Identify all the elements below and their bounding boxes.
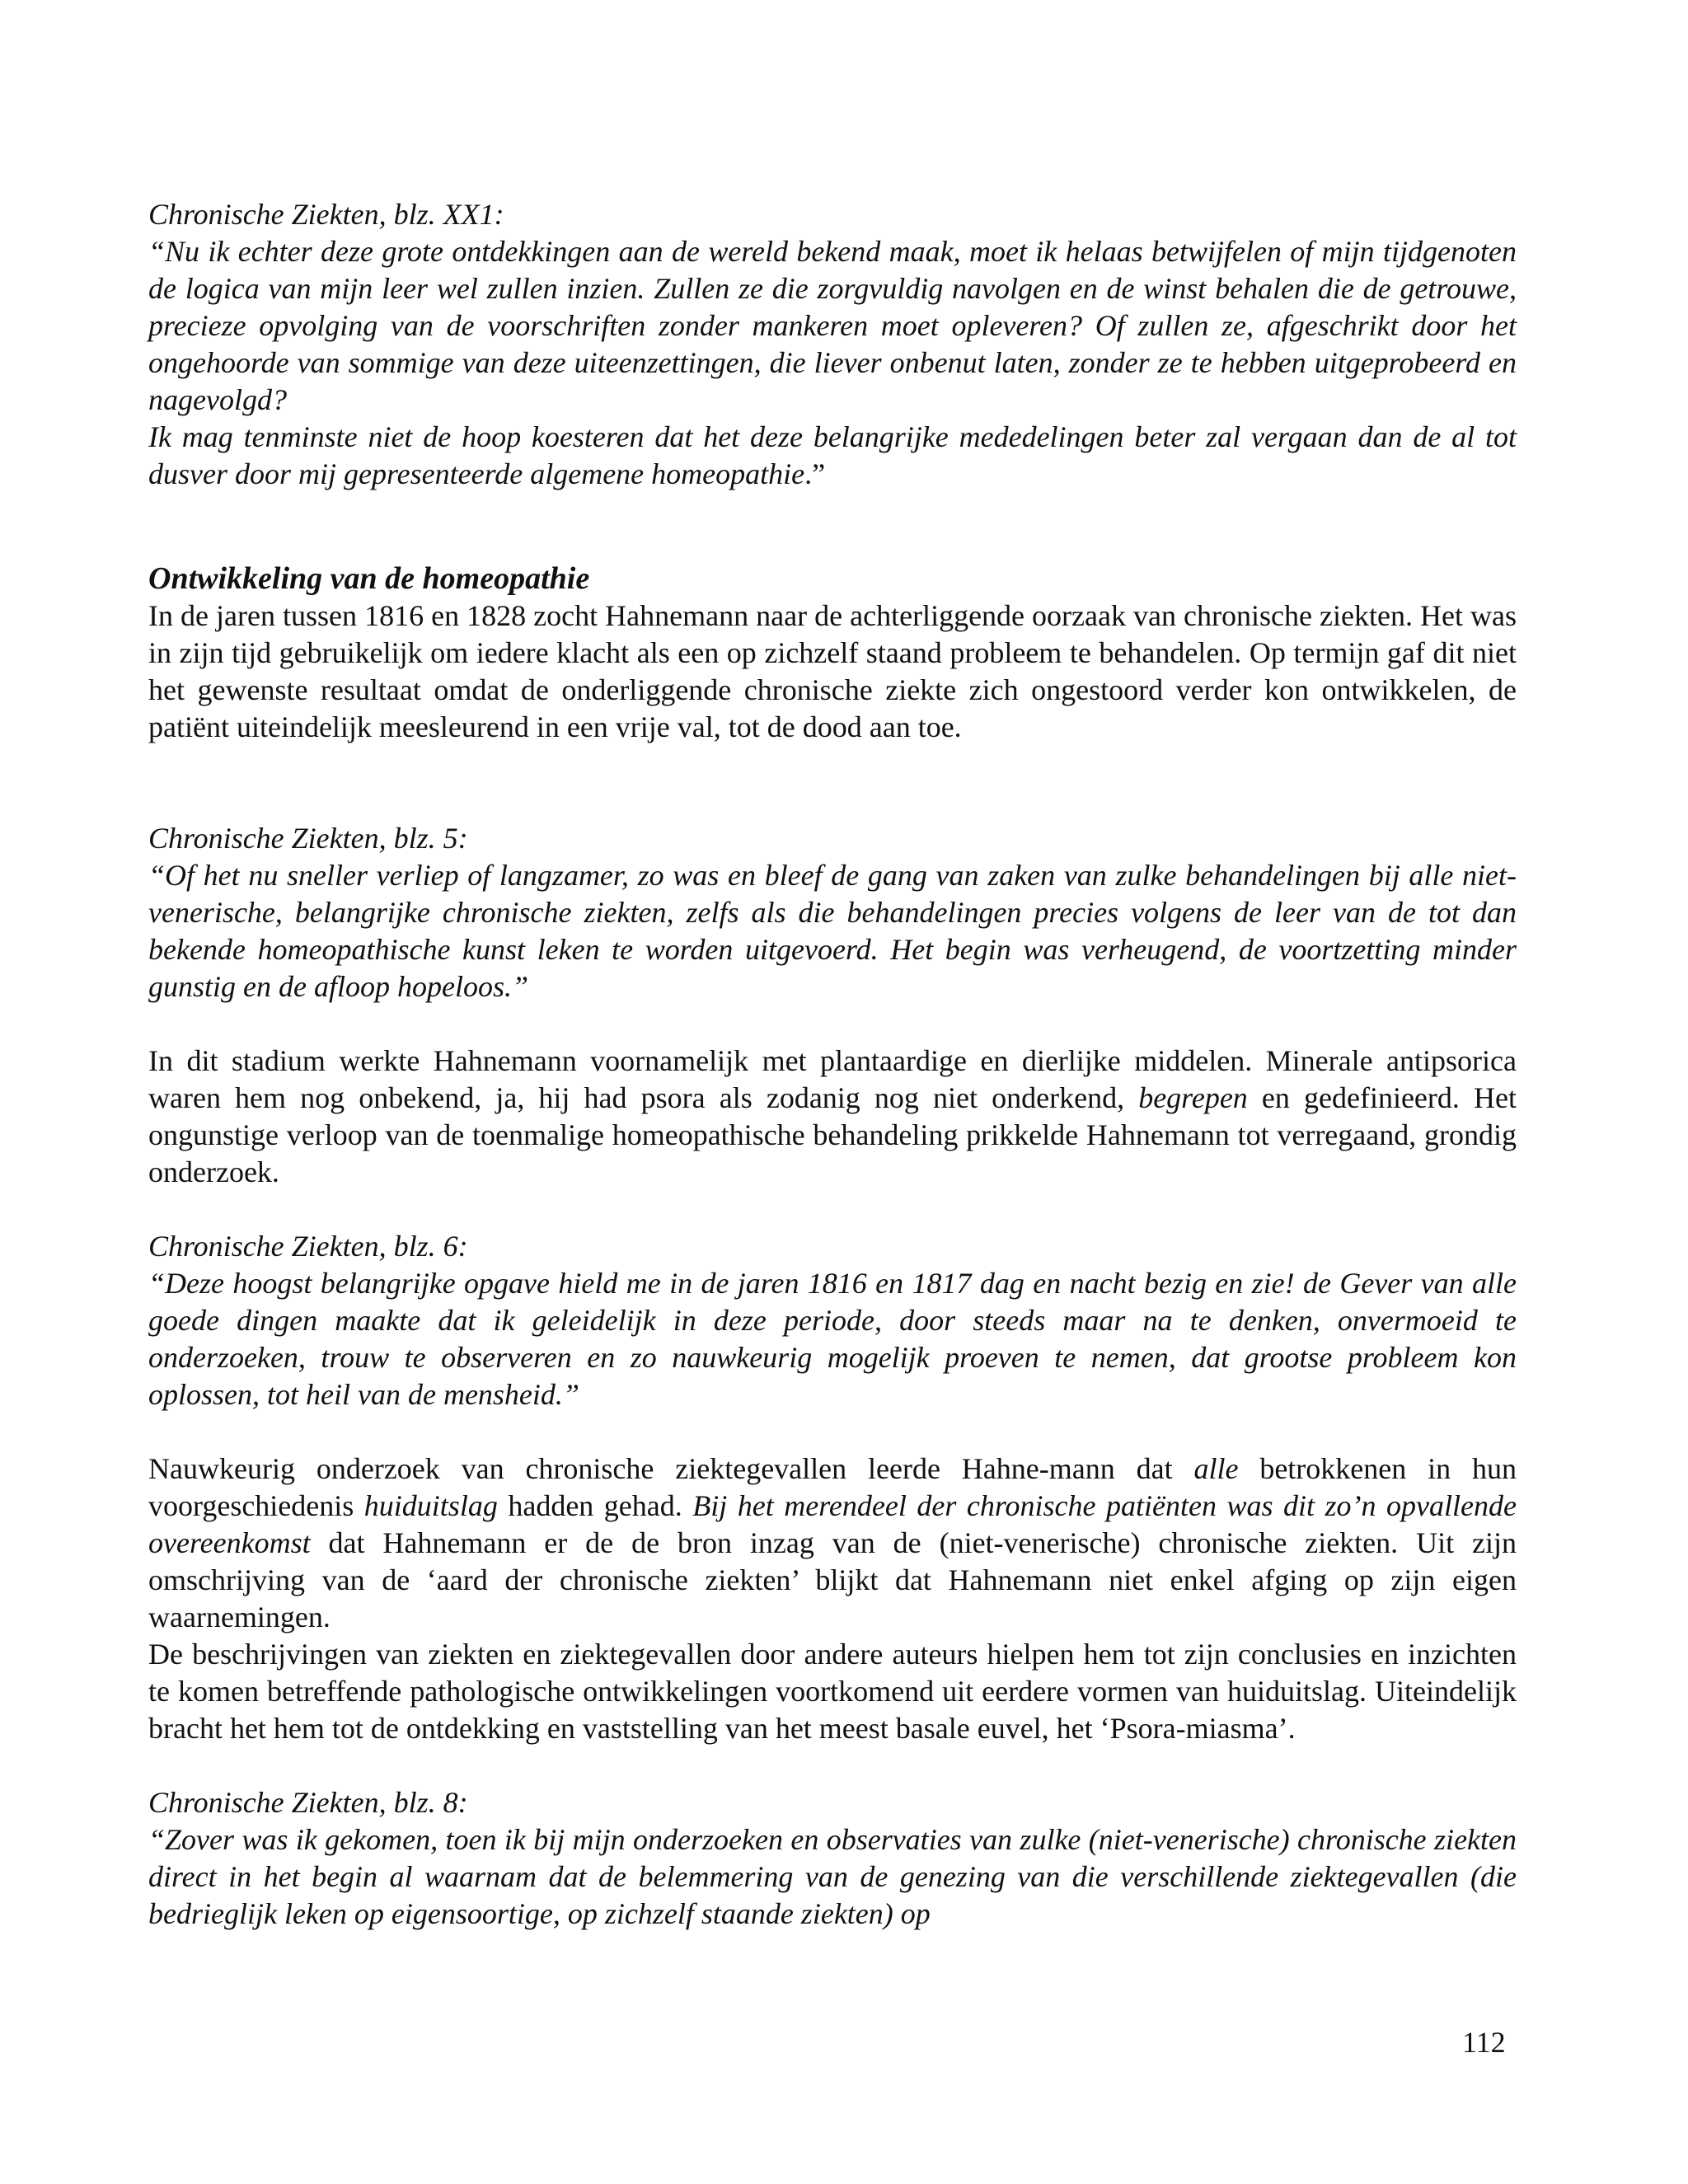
section-ontwikkeling [148, 560, 1517, 746]
text-run: In dit stadium werkte Hahnemann voornamelijk met plantaardige en dierlijke middelen. Minerale antipsorica waren hem nog onbekend, ja, hij had psora als zodanig nog niet onderkend, [148, 1044, 1517, 1114]
quote-text-continued [148, 419, 1517, 493]
emphasis-text: begrepen [1138, 1081, 1248, 1114]
quote-closing: .” [804, 457, 826, 490]
text-run: Nauwkeurig onderzoek van chronische ziektegevallen leerde Hahne-mann dat [148, 1452, 1194, 1485]
quote-text: “Deze hoogst belangrijke opgave hield me in de jaren 1816 en 1817 dag en nacht bezig en zie! de Gever van alle goede dingen maakte dat ik geleidelijk in deze periode, door steeds maar na te denken, onvermoeid te onderzoeken, trouw te observeren en zo nauwkeurig mogelijk proeven te nemen, dat grootse probleem kon oplossen, tot heil van de mensheid.” [148, 1267, 1517, 1411]
quote-block-8 [148, 1784, 1517, 1933]
source-citation: Chronische Ziekten, blz. 8: [148, 1786, 468, 1819]
text-run: en gedefinieerd. Het ongunstige verloop van de toenmalige homeopathische behandeling prikkelde Hahnemann tot verregaand, grondig onderzoek. [148, 1081, 1517, 1188]
source-citation: Chronische Ziekten, blz. 6: [148, 1230, 468, 1263]
source-citation: Chronische Ziekten, blz. 5: [148, 822, 468, 855]
text-run: hadden gehad. [497, 1489, 693, 1522]
body-paragraph [148, 1043, 1517, 1191]
emphasis-text: Bij het merendeel der chronische patiënten was dit zo’n opvallende overeenkomst [148, 1489, 1517, 1559]
quote-text: “Nu ik echter deze grote ontdekkingen aan de wereld bekend maak, moet ik helaas betwijfelen of mijn tijdgenoten de logica van mijn leer wel zullen inzien. Zullen ze die zorgvuldig navolgen en de winst behalen die de getrouwe, precieze opvolging van de voorschriften zonder mankeren moet opleveren? Of zullen ze, afgeschrikt door het ongehoorde van sommige van deze uiteenzettingen, die liever onbenut laten, zonder ze te hebben uitgeprobeerd en nagevolgd? [148, 235, 1517, 416]
quote-block-5 [148, 820, 1517, 1005]
text-run: betrokkenen in hun voorgeschiedenis [148, 1452, 1517, 1522]
section-heading: Ontwikkeling van de homeopathie [148, 561, 590, 596]
emphasis-text: huiduitslag [363, 1489, 498, 1522]
source-citation: Chronische Ziekten, blz. XX1: [148, 198, 504, 231]
quote-block-6 [148, 1228, 1517, 1413]
page-number: 112 [1462, 2026, 1506, 2059]
body-paragraph: In de jaren tussen 1816 en 1828 zocht Hahnemann naar de achterliggende oorzaak van chronische ziekten. Het was in zijn tijd gebruikelijk om iedere klacht als een op zichzelf staand probleem te behandelen. Op termijn gaf dit niet het gewenste resultaat omdat de onderliggende chronische ziekte zich ongestoord verder kon ontwikkelen, de patiënt uiteindelijk meesleurend in een vrije val, tot de dood aan toe. [148, 599, 1517, 743]
text-run: dat Hahnemann er de de bron inzag van de (niet-venerische) chronische ziekten. Uit zijn omschrijving van de ‘aard der chronische ziekten’ blijkt dat Hahnemann niet enkel afging op zijn eigen waarnemingen. [148, 1526, 1517, 1633]
body-paragraph: De beschrijvingen van ziekten en ziektegevallen door andere auteurs hielpen hem tot zijn conclusies en inzichten te komen betreffende pathologische ontwikkelingen voortkomend uit eerdere vormen van huiduitslag. Uiteindelijk bracht het hem tot de ontdekking en vaststelling van het meest basale euvel, het ‘Psora-miasma’. [148, 1638, 1517, 1745]
quote-text: “Zover was ik gekomen, toen ik bij mijn onderzoeken en observaties van zulke (niet-venerische) chronische ziekten direct in het begin al waarnam dat de belemmering van de genezing van die verschillende ziektegevallen (die bedrieglijk leken op eigensoortige, op zichzelf staande ziekten) op [148, 1823, 1517, 1930]
quote-block-xx1 [148, 196, 1517, 493]
body-paragraph [148, 1451, 1517, 1636]
emphasis-text: alle [1193, 1452, 1239, 1485]
quote-text-italic: Ik mag tenminste niet de hoop koesteren dat het deze belangrijke mededelingen beter zal vergaan dan de al tot dusver door mij gepresenteerde algemene homeopathie [148, 420, 1517, 490]
quote-text: “Of het nu sneller verliep of langzamer, zo was en bleef de gang van zaken van zulke behandelingen bij alle niet-venerische, belangrijke chronische ziekten, zelfs als die behandelingen precies volgens de leer van de tot dan bekende homeopathische kunst leken te worden uitgevoerd. Het begin was verheugend, de voortzetting minder gunstig en de afloop hopeloos.” [148, 859, 1517, 1003]
